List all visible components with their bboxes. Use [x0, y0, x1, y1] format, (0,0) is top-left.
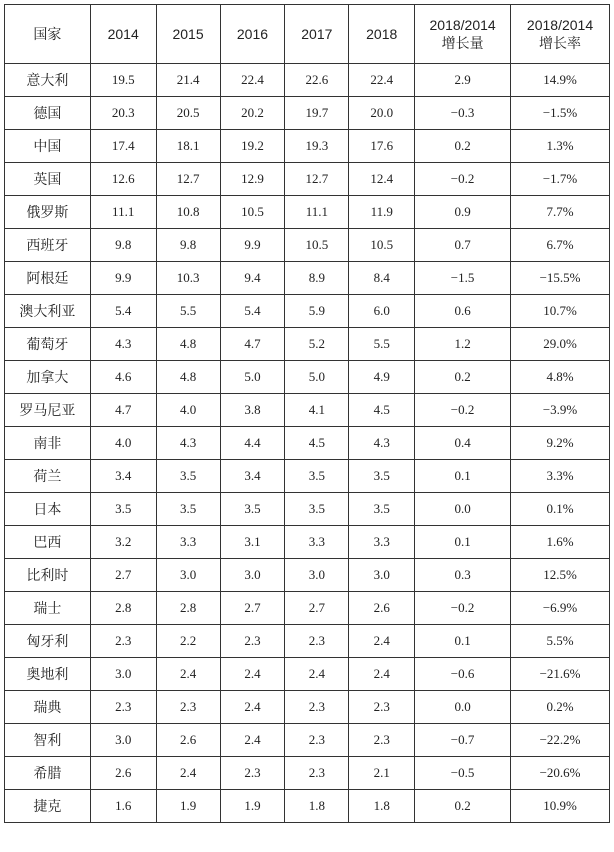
cell-2015: 1.9: [156, 790, 220, 823]
cell-2015: 20.5: [156, 97, 220, 130]
cell-growth-rate: 14.9%: [511, 64, 610, 97]
table-row: [5, 394, 610, 427]
table-row: [5, 526, 610, 559]
cell-growth-amount: −0.3: [415, 97, 511, 130]
cell-2014: 2.6: [90, 757, 156, 790]
cell-2015: 3.3: [156, 526, 220, 559]
table-row: [5, 493, 610, 526]
cell-growth-rate: 0.1%: [511, 493, 610, 526]
cell-growth-rate: 1.6%: [511, 526, 610, 559]
cell-country: 巴西: [5, 526, 91, 559]
cell-2015: 12.7: [156, 163, 220, 196]
cell-2016: 5.4: [220, 295, 285, 328]
cell-2017: 8.9: [285, 262, 349, 295]
cell-2016: 2.7: [220, 592, 285, 625]
cell-growth-rate: 7.7%: [511, 196, 610, 229]
cell-growth-amount: 0.0: [415, 493, 511, 526]
cell-2016: 20.2: [220, 97, 285, 130]
cell-2016: 2.3: [220, 757, 285, 790]
cell-country: 德国: [5, 97, 91, 130]
header-2017: 2017: [285, 5, 349, 64]
cell-2017: 2.4: [285, 658, 349, 691]
cell-growth-rate: −21.6%: [511, 658, 610, 691]
cell-growth-amount: 0.2: [415, 790, 511, 823]
cell-2018: 3.5: [349, 493, 415, 526]
table-row: [5, 724, 610, 757]
table-row: [5, 262, 610, 295]
table-row: [5, 97, 610, 130]
cell-country: 英国: [5, 163, 91, 196]
cell-2014: 3.0: [90, 658, 156, 691]
header-2014: 2014: [90, 5, 156, 64]
cell-2014: 4.0: [90, 427, 156, 460]
cell-country: 日本: [5, 493, 91, 526]
cell-country: 比利时: [5, 559, 91, 592]
cell-2018: 2.3: [349, 724, 415, 757]
cell-2017: 2.3: [285, 724, 349, 757]
cell-growth-amount: −0.2: [415, 394, 511, 427]
cell-2016: 12.9: [220, 163, 285, 196]
cell-2015: 5.5: [156, 295, 220, 328]
cell-2014: 3.0: [90, 724, 156, 757]
cell-2017: 5.9: [285, 295, 349, 328]
cell-2016: 3.4: [220, 460, 285, 493]
cell-2016: 9.4: [220, 262, 285, 295]
cell-country: 智利: [5, 724, 91, 757]
cell-2014: 3.4: [90, 460, 156, 493]
cell-2014: 2.3: [90, 691, 156, 724]
cell-growth-rate: 10.7%: [511, 295, 610, 328]
cell-2017: 5.0: [285, 361, 349, 394]
cell-growth-amount: 0.0: [415, 691, 511, 724]
cell-2015: 2.4: [156, 658, 220, 691]
cell-country: 捷克: [5, 790, 91, 823]
header-growth-rate: [511, 5, 610, 64]
cell-2016: 3.1: [220, 526, 285, 559]
cell-2014: 11.1: [90, 196, 156, 229]
table-row: [5, 691, 610, 724]
cell-2018: 12.4: [349, 163, 415, 196]
header-growth-rate-line2: 增长率: [539, 35, 582, 51]
cell-2014: 9.8: [90, 229, 156, 262]
cell-2014: 5.4: [90, 295, 156, 328]
cell-2017: 3.5: [285, 460, 349, 493]
cell-growth-rate: 6.7%: [511, 229, 610, 262]
cell-country: 澳大利亚: [5, 295, 91, 328]
cell-2017: 3.0: [285, 559, 349, 592]
cell-2018: 4.3: [349, 427, 415, 460]
cell-2016: 2.3: [220, 625, 285, 658]
cell-2014: 1.6: [90, 790, 156, 823]
cell-2017: 3.3: [285, 526, 349, 559]
cell-2014: 4.7: [90, 394, 156, 427]
cell-2015: 10.8: [156, 196, 220, 229]
header-2018: 2018: [349, 5, 415, 64]
cell-2016: 22.4: [220, 64, 285, 97]
cell-2016: 3.5: [220, 493, 285, 526]
cell-2014: 4.3: [90, 328, 156, 361]
cell-2014: 9.9: [90, 262, 156, 295]
cell-growth-amount: 0.2: [415, 130, 511, 163]
cell-growth-rate: −6.9%: [511, 592, 610, 625]
cell-growth-rate: 5.5%: [511, 625, 610, 658]
cell-2016: 10.5: [220, 196, 285, 229]
cell-2014: 2.8: [90, 592, 156, 625]
cell-growth-amount: 0.2: [415, 361, 511, 394]
cell-2014: 4.6: [90, 361, 156, 394]
cell-2016: 4.7: [220, 328, 285, 361]
cell-country: 阿根廷: [5, 262, 91, 295]
table-row: [5, 592, 610, 625]
cell-2017: 2.3: [285, 691, 349, 724]
cell-growth-amount: −0.2: [415, 592, 511, 625]
cell-growth-rate: −1.7%: [511, 163, 610, 196]
cell-growth-amount: 0.6: [415, 295, 511, 328]
cell-country: 瑞士: [5, 592, 91, 625]
cell-2018: 4.9: [349, 361, 415, 394]
table-row: [5, 427, 610, 460]
cell-country: 意大利: [5, 64, 91, 97]
cell-2016: 9.9: [220, 229, 285, 262]
cell-growth-rate: 9.2%: [511, 427, 610, 460]
cell-country: 瑞典: [5, 691, 91, 724]
cell-growth-rate: 3.3%: [511, 460, 610, 493]
table-row: [5, 295, 610, 328]
table-row: [5, 163, 610, 196]
cell-2018: 22.4: [349, 64, 415, 97]
cell-2018: 2.4: [349, 658, 415, 691]
cell-2015: 10.3: [156, 262, 220, 295]
cell-2015: 18.1: [156, 130, 220, 163]
cell-2017: 12.7: [285, 163, 349, 196]
table-row: [5, 625, 610, 658]
cell-2015: 21.4: [156, 64, 220, 97]
cell-growth-amount: −0.7: [415, 724, 511, 757]
table-row: [5, 361, 610, 394]
cell-country: 匈牙利: [5, 625, 91, 658]
cell-growth-rate: −20.6%: [511, 757, 610, 790]
cell-growth-amount: 0.1: [415, 526, 511, 559]
cell-2016: 2.4: [220, 691, 285, 724]
cell-growth-amount: 0.4: [415, 427, 511, 460]
header-2015: 2015: [156, 5, 220, 64]
cell-2018: 3.5: [349, 460, 415, 493]
cell-country: 南非: [5, 427, 91, 460]
header-growth-amount-line2: 增长量: [441, 35, 484, 51]
cell-2018: 2.6: [349, 592, 415, 625]
table-row: [5, 460, 610, 493]
cell-2015: 2.6: [156, 724, 220, 757]
cell-2018: 2.1: [349, 757, 415, 790]
cell-growth-amount: 0.1: [415, 625, 511, 658]
cell-growth-amount: 0.7: [415, 229, 511, 262]
header-growth-amount-line1: 2018/2014: [429, 17, 496, 33]
header-country: 国家: [5, 5, 91, 64]
cell-2014: 3.5: [90, 493, 156, 526]
cell-2014: 17.4: [90, 130, 156, 163]
cell-2017: 11.1: [285, 196, 349, 229]
header-growth-rate-line1: 2018/2014: [526, 17, 594, 33]
cell-2017: 2.3: [285, 757, 349, 790]
cell-growth-rate: −22.2%: [511, 724, 610, 757]
cell-country: 中国: [5, 130, 91, 163]
cell-2017: 4.1: [285, 394, 349, 427]
cell-country: 希腊: [5, 757, 91, 790]
cell-2016: 2.4: [220, 658, 285, 691]
cell-2018: 11.9: [349, 196, 415, 229]
table-row: [5, 196, 610, 229]
table-row: [5, 64, 610, 97]
cell-2015: 3.5: [156, 460, 220, 493]
table-row: [5, 328, 610, 361]
cell-growth-amount: 0.1: [415, 460, 511, 493]
wine-data-table: [4, 4, 610, 823]
cell-2014: 3.2: [90, 526, 156, 559]
table-row: [5, 790, 610, 823]
cell-2017: 19.7: [285, 97, 349, 130]
cell-2017: 22.6: [285, 64, 349, 97]
cell-growth-amount: 0.3: [415, 559, 511, 592]
cell-growth-amount: 1.2: [415, 328, 511, 361]
cell-2018: 2.4: [349, 625, 415, 658]
table-row: [5, 130, 610, 163]
cell-2018: 5.5: [349, 328, 415, 361]
cell-country: 奥地利: [5, 658, 91, 691]
cell-2018: 4.5: [349, 394, 415, 427]
cell-2016: 2.4: [220, 724, 285, 757]
cell-2014: 20.3: [90, 97, 156, 130]
cell-2014: 12.6: [90, 163, 156, 196]
cell-2015: 4.8: [156, 328, 220, 361]
cell-2018: 20.0: [349, 97, 415, 130]
cell-2015: 4.0: [156, 394, 220, 427]
cell-country: 俄罗斯: [5, 196, 91, 229]
cell-country: 荷兰: [5, 460, 91, 493]
cell-2018: 8.4: [349, 262, 415, 295]
cell-2018: 1.8: [349, 790, 415, 823]
cell-country: 西班牙: [5, 229, 91, 262]
cell-2017: 2.7: [285, 592, 349, 625]
table-row: [5, 757, 610, 790]
cell-2015: 9.8: [156, 229, 220, 262]
cell-2014: 2.7: [90, 559, 156, 592]
cell-2017: 10.5: [285, 229, 349, 262]
cell-2015: 2.3: [156, 691, 220, 724]
cell-2015: 4.8: [156, 361, 220, 394]
cell-growth-rate: 1.3%: [511, 130, 610, 163]
cell-2017: 5.2: [285, 328, 349, 361]
cell-growth-amount: −0.6: [415, 658, 511, 691]
header-2016: 2016: [220, 5, 285, 64]
table-row: [5, 559, 610, 592]
cell-2017: 19.3: [285, 130, 349, 163]
cell-growth-rate: −3.9%: [511, 394, 610, 427]
cell-2015: 2.4: [156, 757, 220, 790]
cell-growth-amount: −0.5: [415, 757, 511, 790]
cell-growth-rate: −1.5%: [511, 97, 610, 130]
cell-2018: 3.0: [349, 559, 415, 592]
cell-2017: 2.3: [285, 625, 349, 658]
cell-growth-rate: −15.5%: [511, 262, 610, 295]
table-row: [5, 658, 610, 691]
cell-2015: 3.0: [156, 559, 220, 592]
cell-growth-amount: −0.2: [415, 163, 511, 196]
cell-2016: 3.8: [220, 394, 285, 427]
header-row: [5, 5, 610, 64]
cell-country: 加拿大: [5, 361, 91, 394]
cell-2018: 6.0: [349, 295, 415, 328]
cell-2016: 5.0: [220, 361, 285, 394]
cell-2016: 3.0: [220, 559, 285, 592]
cell-2017: 3.5: [285, 493, 349, 526]
cell-2014: 19.5: [90, 64, 156, 97]
cell-growth-amount: 0.9: [415, 196, 511, 229]
cell-2017: 4.5: [285, 427, 349, 460]
cell-2016: 1.9: [220, 790, 285, 823]
header-growth-amount: [415, 5, 511, 64]
cell-2014: 2.3: [90, 625, 156, 658]
cell-country: 葡萄牙: [5, 328, 91, 361]
cell-growth-amount: −1.5: [415, 262, 511, 295]
cell-2015: 3.5: [156, 493, 220, 526]
cell-growth-rate: 0.2%: [511, 691, 610, 724]
cell-2016: 4.4: [220, 427, 285, 460]
cell-2018: 17.6: [349, 130, 415, 163]
cell-2018: 10.5: [349, 229, 415, 262]
cell-growth-rate: 29.0%: [511, 328, 610, 361]
cell-growth-rate: 4.8%: [511, 361, 610, 394]
cell-country: 罗马尼亚: [5, 394, 91, 427]
cell-2015: 4.3: [156, 427, 220, 460]
cell-growth-rate: 12.5%: [511, 559, 610, 592]
cell-growth-rate: 10.9%: [511, 790, 610, 823]
cell-2018: 3.3: [349, 526, 415, 559]
cell-2017: 1.8: [285, 790, 349, 823]
cell-2015: 2.8: [156, 592, 220, 625]
cell-2016: 19.2: [220, 130, 285, 163]
cell-growth-amount: 2.9: [415, 64, 511, 97]
table-row: [5, 229, 610, 262]
cell-2015: 2.2: [156, 625, 220, 658]
cell-2018: 2.3: [349, 691, 415, 724]
table-body: [5, 64, 610, 823]
